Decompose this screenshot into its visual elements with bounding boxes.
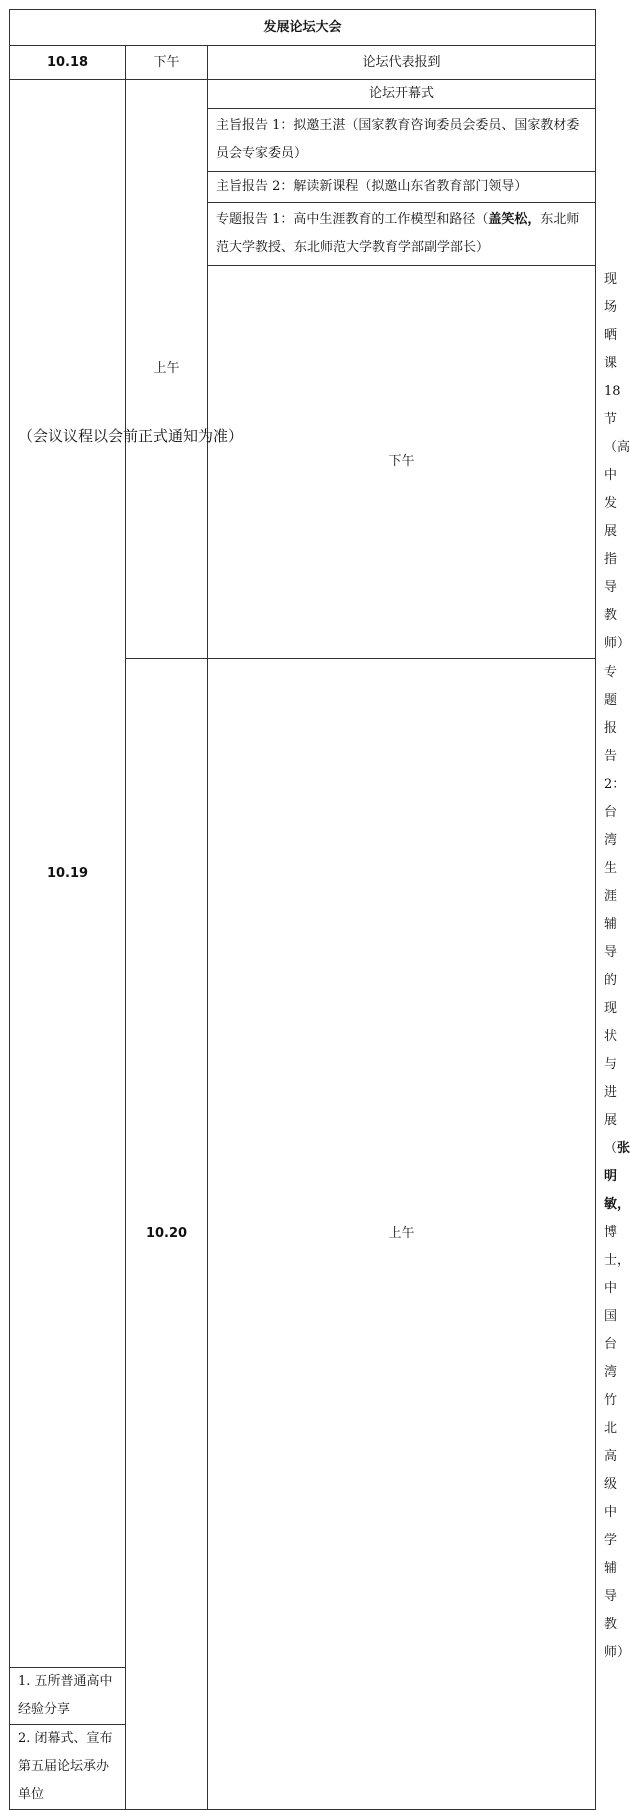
agenda-text: 博士，中国台湾竹北高级中学辅导教师） — [604, 1225, 630, 1660]
date-cell: 10.18 — [10, 46, 126, 80]
period-cell: 下午 — [126, 46, 208, 80]
period-cell: 上午 — [126, 80, 208, 659]
agenda-item: 论坛开幕式 — [208, 80, 596, 109]
date-cell: 10.20 — [126, 659, 208, 1810]
speaker-name: 张明敏， — [604, 1141, 630, 1212]
agenda-item — [208, 203, 596, 266]
table-title: 发展论坛大会 — [10, 10, 596, 46]
agenda-item: 主旨报告 1：拟邀王湛（国家教育咨询委员会委员、国家教材委员会专家委员） — [208, 109, 596, 172]
agenda-text: 东北师范大学教授、东北师范大学教育学部副学部长） — [216, 212, 580, 255]
table-row — [10, 46, 596, 80]
table-row — [10, 80, 596, 109]
table-title-row — [10, 10, 596, 46]
agenda-text: 专题报告 1：高中生涯教育的工作模型和路径（ — [216, 212, 489, 227]
period-cell: 下午 — [208, 266, 596, 659]
period-cell: 上午 — [208, 659, 596, 1810]
agenda-item: 2. 闭幕式、宣布第五届论坛承办单位 — [10, 1725, 126, 1810]
table-row: 下午 现场晒课 18 节（高中发展指导教师） — [10, 266, 596, 659]
agenda-item: 1. 五所普通高中经验分享 — [10, 1668, 126, 1725]
agenda-item: 论坛代表报到 — [208, 46, 596, 80]
agenda-text: 专题报告 2：台湾生涯辅导的现状与进展（ — [604, 665, 626, 1156]
date-cell: 10.19 — [10, 80, 126, 1668]
agenda-item: 主旨报告 2：解读新课程（拟邀山东省教育部门领导） — [208, 172, 596, 203]
speaker-name: 盖笑松， — [488, 212, 541, 227]
forum-schedule-table — [9, 9, 630, 1810]
footnote: （会议议程以会前正式通知为准） — [18, 427, 244, 445]
